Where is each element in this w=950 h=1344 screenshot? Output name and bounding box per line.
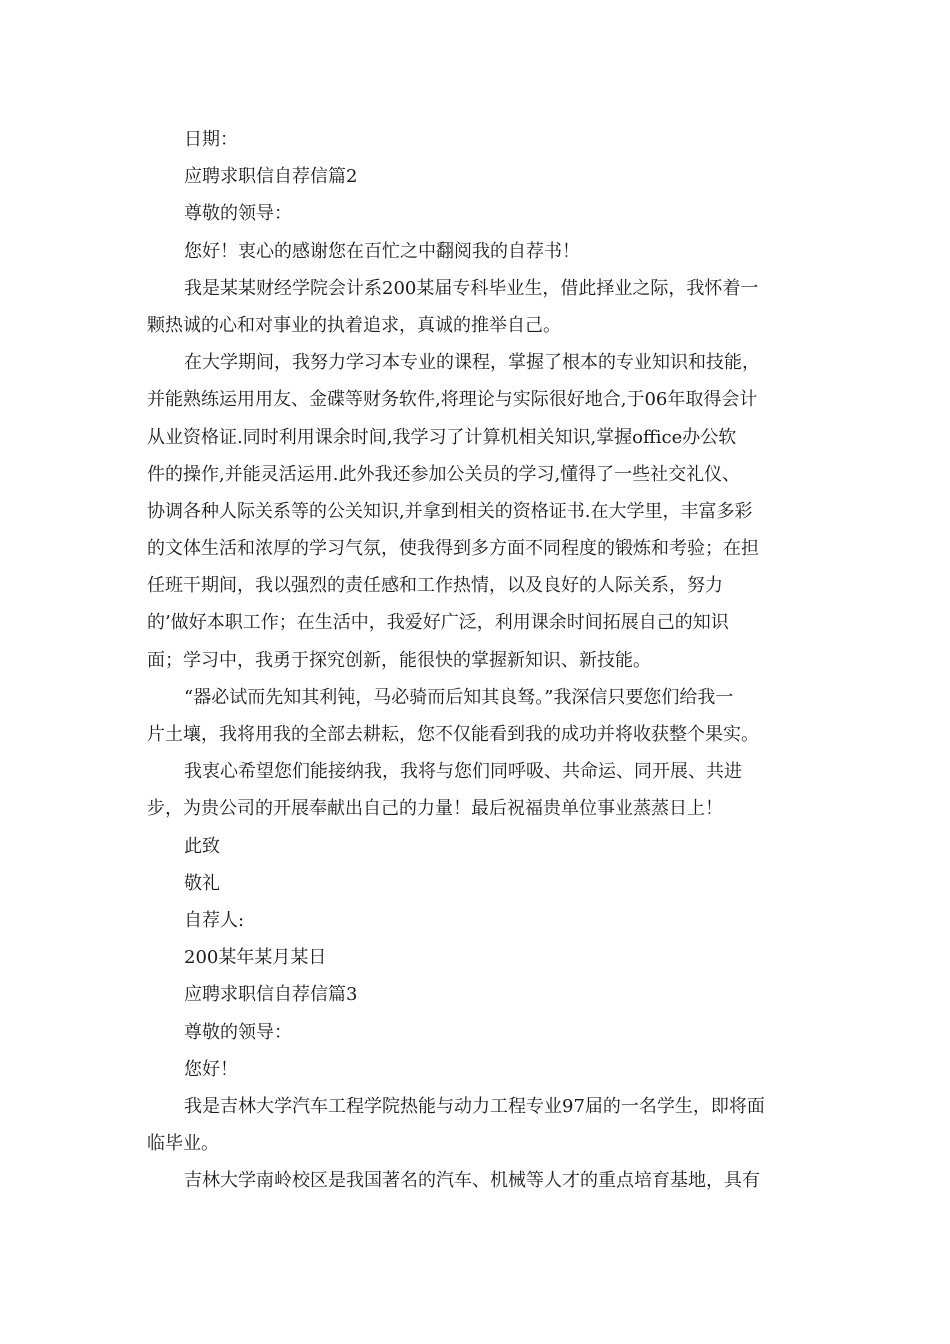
- text-line: 临毕业。: [147, 1133, 219, 1155]
- text-line: 协调各种人际关系等的公关知识,并拿到相关的资格证书.在大学里，丰富多彩: [147, 500, 753, 522]
- text-line: 我是吉林大学汽车工程学院热能与动力工程专业97届的一名学生，即将面: [184, 1095, 765, 1117]
- text-line: 面；学习中，我勇于探究创新，能很快的掌握新知识、新技能。: [147, 649, 651, 671]
- text-line: 尊敬的领导：: [184, 1021, 292, 1043]
- text-line: “器必试而先知其利钝，马必骑而后知其良驽。”我深信只要您们给我一: [184, 686, 734, 708]
- text-line: 任班干期间，我以强烈的责任感和工作热情，以及良好的人际关系，努力: [147, 575, 723, 597]
- text-line: 尊敬的领导：: [184, 203, 292, 225]
- text-line: 从业资格证.同时利用课余时间,我学习了计算机相关知识,掌握office办公软: [147, 426, 737, 448]
- text-line: 件的操作,并能灵活运用.此外我还参加公关员的学习,懂得了一些社交礼仪、: [147, 463, 741, 485]
- text-line: 片土壤，我将用我的全部去耕耘，您不仅能看到我的成功并将收获整个果实。: [147, 724, 759, 745]
- text-line: 敬礼: [184, 872, 220, 894]
- text-line: 我是某某财经学院会计系200某届专科毕业生，借此择业之际，我怀着一: [184, 277, 759, 299]
- text-line: 的文体生活和浓厚的学习气氛，使我得到多方面不同程度的锻炼和考验；在担: [147, 538, 759, 560]
- text-line: 的’做好本职工作；在生活中，我爱好广泛，利用课余时间拓展自己的知识: [147, 612, 729, 634]
- text-line: 应聘求职信自荐信篇3: [184, 984, 358, 1006]
- text-line: 步，为贵公司的开展奉献出自己的力量！最后祝福贵单位事业蒸蒸日上！: [147, 798, 723, 820]
- text-line: 吉林大学南岭校区是我国著名的汽车、机械等人才的重点培育基地，具有: [184, 1170, 760, 1192]
- text-line: 在大学期间，我努力学习本专业的课程，掌握了根本的专业知识和技能，: [184, 352, 760, 374]
- text-line: 自荐人:: [184, 909, 245, 931]
- text-line: 200某年某月某日: [184, 947, 327, 969]
- text-line: 应聘求职信自荐信篇2: [184, 166, 358, 188]
- document-body: [147, 121, 807, 1199]
- text-line: 您好！: [184, 1058, 238, 1080]
- text-line: 颗热诚的心和对事业的执着追求，真诚的推举自己。: [147, 314, 561, 336]
- text-line: 我衷心希望您们能接纳我，我将与您们同呼吸、共命运、同开展、共进: [184, 761, 742, 783]
- text-line: 此致: [184, 835, 220, 857]
- text-line: 日期：: [184, 129, 238, 150]
- text-line: 您好！衷心的感谢您在百忙之中翻阅我的自荐书！: [184, 240, 580, 262]
- text-line: 并能熟练运用用友、金碟等财务软件,将理论与实际很好地合,于06年取得会计: [147, 389, 758, 411]
